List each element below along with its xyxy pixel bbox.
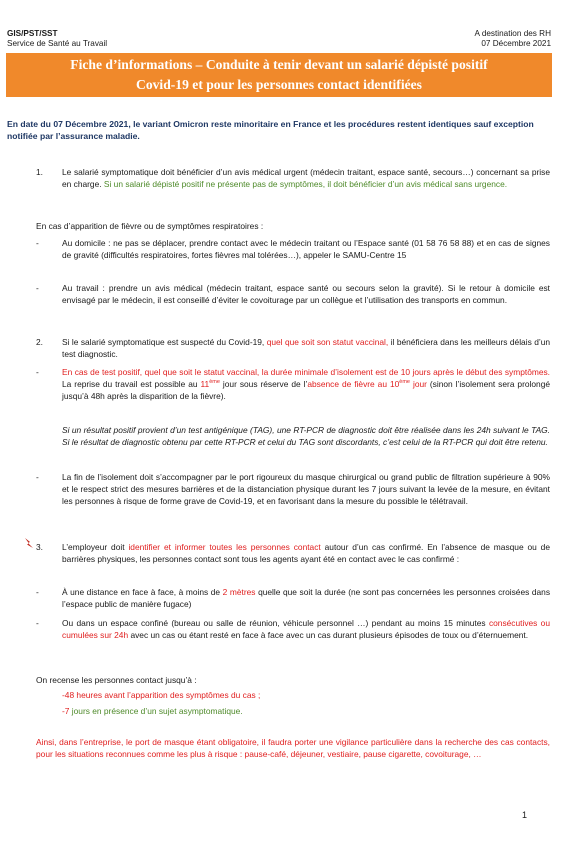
dash-marker: - — [36, 238, 39, 248]
header-left — [7, 29, 107, 49]
section-1-asymptomatic-note: Si un salarié dépisté positif ne présente pas de symptômes, il doit bénéficier d’un avis médical sans urgence. — [103, 179, 508, 189]
title-line-1: Fiche d’informations – Conduite à tenir devant un salarié dépisté positif — [70, 57, 488, 72]
recense-asymptomatic — [62, 705, 542, 717]
fever-intro: En cas d’apparition de fièvre ou de symptômes respiratoires : — [36, 221, 264, 231]
dash-marker: - — [36, 283, 39, 293]
header-org: GIS/PST/SST — [7, 29, 58, 38]
distance-item — [62, 586, 550, 610]
fever-home-item: Au domicile : ne pas se déplacer, prendre contact avec le médecin traitant ou l’Espace santé (01 58 76 58 88) et en cas de signes de gravité (difficultés respiratoires, fortes fièvres mal tolérées…), appeler le SAMU-Centre 15 — [62, 238, 550, 260]
confined-duration: consécutives ou cumulées sur 24h — [62, 618, 551, 640]
confined-text: Ou dans un espace confiné (bureau ou salle de réunion, véhicule personnel …) pendant au moins 15 minutes — [62, 618, 486, 628]
section-1-number: 1. — [36, 167, 43, 177]
end-isolation-item: La fin de l’isolement doit s’accompagner par le port rigoureux du masque chirurgical ou grand public de filtration supérieure à 90% et le respect strict des mesures barrières et de la distanciation physique durant les 7 jours suivant la levée de la mesure, en évitant les personnes à risque de forme grave de Covid-19, et en favorisant dans la mesure du possible le télétravail. — [62, 472, 550, 506]
recense-asymptomatic-text: jours en présence d’un sujet asymptomatique. — [71, 706, 243, 716]
section-3-number: 3. — [36, 542, 43, 552]
resume-day-number: 11 — [200, 379, 210, 389]
section-2-number: 2. — [36, 337, 43, 347]
header-service: Service de Santé au Travail — [7, 39, 108, 48]
confined-space-item — [62, 617, 550, 641]
isolation-duration: En cas de test positif, quel que soit le statut vaccinal, la durée minimale d’isolement est de 10 jours après le début des symptômes. — [62, 367, 550, 377]
header-right — [475, 29, 551, 49]
distance-text-end: quelle que soit la durée (ne sont pas concernées les personnes croisées dans l’espace public de manière fugace) — [62, 587, 551, 609]
isolation-condition: jour sous réserve de l’ — [222, 379, 308, 389]
isolation-resume: La reprise du travail est possible au — [62, 379, 198, 389]
recense-days: -7 — [62, 706, 70, 716]
section-3-main: L’employeur doit — [62, 542, 125, 552]
section-1-main: Le salarié symptomatique doit bénéficier d’un avis médical urgent (médecin traitant, espace santé, secours…) concernant sa prise en charge. — [62, 167, 550, 189]
title-banner — [6, 53, 552, 97]
recense-symptomatic: -48 heures avant l’apparition des symptômes du cas ; — [62, 690, 261, 700]
section-2-main: Si le salarié symptomatique est suspecté du Covid-19, — [62, 337, 265, 347]
dash-marker: - — [36, 587, 39, 597]
fever-free-day — [307, 379, 427, 389]
isolation-item — [62, 366, 550, 402]
distance-value: 2 mètres — [222, 587, 256, 597]
intro-paragraph: En date du 07 Décembre 2021, le variant Omicron reste minoritaire en France et les procédures restent identiques sauf exception notifiée par l’assurance maladie. — [7, 119, 534, 141]
fever-work-item: Au travail : prendre un avis médical (médecin traitant, espace santé ou secours selon la gravité). Si le retour à domicile est envisagé par le médecin, il est conseillé d’éviter le covoiturage par un collègue et l’utilisation des transports en commun. — [62, 283, 550, 305]
dash-marker: - — [36, 367, 39, 377]
header-recipient: A destination des RH — [474, 29, 551, 38]
section-2-main-end: il bénéficiera dans les meilleurs délais d’un test diagnostic. — [62, 337, 551, 359]
isolation-extension: (sinon l’isolement sera prolongé jusqu’à 48h après la disparition de la fièvre). — [62, 379, 551, 401]
fever-free-jour: jour — [412, 379, 427, 389]
header-date: 07 Décembre 2021 — [481, 39, 551, 48]
distance-text: À une distance en face à face, à moins de — [62, 587, 221, 597]
dash-marker: - — [36, 618, 39, 628]
lightning-icon — [23, 537, 35, 549]
conclusion-paragraph: Ainsi, dans l’entreprise, le port de masque étant obligatoire, il faudra porter une vigilance particulière dans la recherche des cas contacts, pour les situations reconnues comme les plus à risque : pause-café, déjeuner, vestiaire, pause cigarette, covoiturage, … — [36, 737, 550, 759]
recense-intro: On recense les personnes contact jusqu’à : — [36, 675, 197, 685]
dash-marker: - — [36, 472, 39, 482]
identify-contacts: identifier et informer toutes les personnes contact — [128, 542, 321, 552]
fever-free-suffix: ème — [399, 379, 410, 386]
resume-day-suffix: ème — [209, 379, 220, 386]
section-1-text — [62, 166, 550, 190]
section-3-main-end: autour d’un cas confirmé. En l’absence de masque ou de barrières physiques, les personnes contact sont tous les agents ayant été en contact avec le cas confirmé : — [62, 542, 550, 564]
page-number: 1 — [522, 810, 528, 820]
confined-text-end: avec un cas ou étant resté en face à face avec un cas durant plusieurs épisodes de toux ou d’éternuement. — [130, 630, 529, 640]
title-line-2: Covid-19 et pour les personnes contact identifiées — [136, 77, 422, 92]
section-3-text — [62, 541, 550, 565]
fever-free-text: absence de fièvre au 10 — [307, 379, 400, 389]
antigen-test-note: Si un résultat positif provient d’un test antigénique (TAG), une RT-PCR de diagnostic doit être réalisée dans les 24h suivant le TAG. Si le résultat de diagnostic obtenu par cette RT-PCR et celui du TAG sont discordants, c’est celui de la RT-PCR qui doit être retenu. — [62, 425, 550, 447]
section-2-vaccinal-note: quel que soit son statut vaccinal, — [266, 337, 389, 347]
section-2-text — [62, 336, 550, 360]
resume-day — [201, 379, 220, 389]
